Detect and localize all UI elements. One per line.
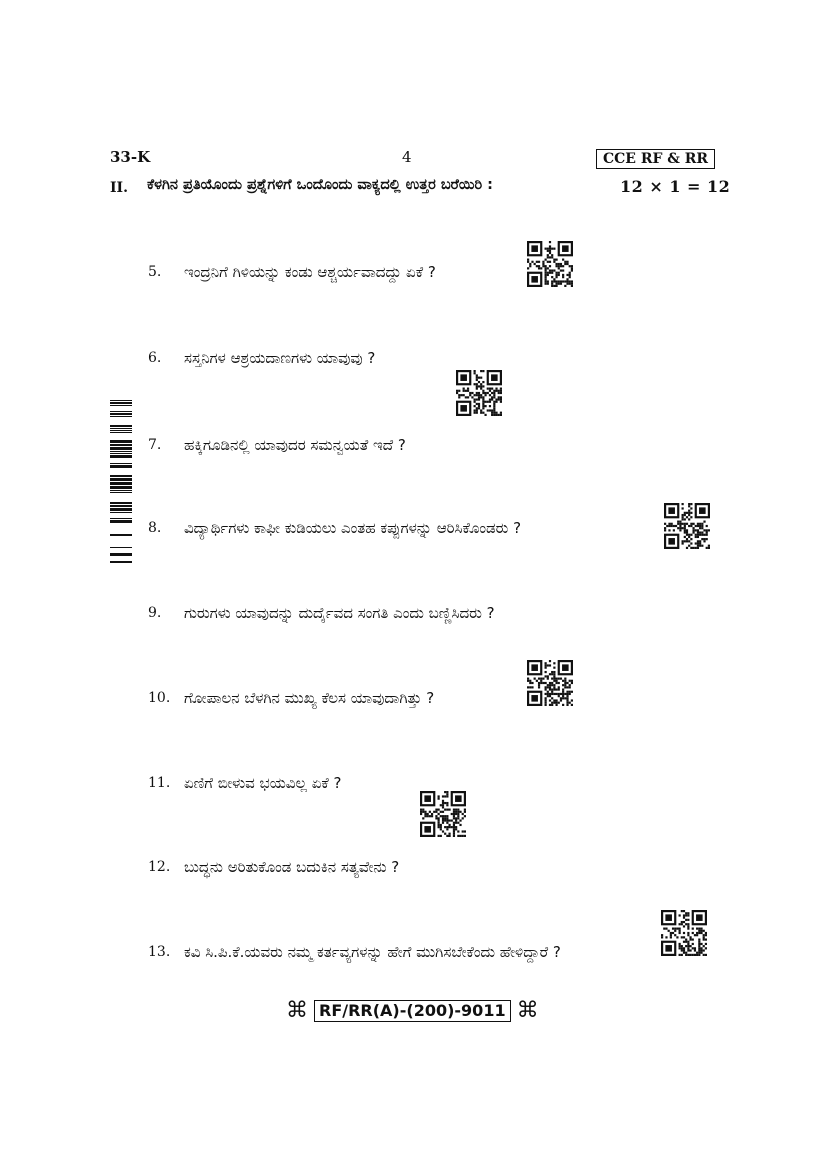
question-number: 11. [148,775,171,791]
question-number: 6. [148,350,162,366]
question-text: ಕವಿ ಸಿ.ಪಿ.ಕೆ.ಯವರು ನಮ್ಮ ಕರ್ತವ್ಯಗಳನ್ನು ಹೇಗೆ ಮುಗಿಸಬೇಕೆಂದು ಹೇಳಿದ್ದಾರೆ ? [184,943,561,961]
qr-code [527,660,573,706]
question-text: ವಿದ್ಯಾರ್ಥಿಗಳು ಕಾಫೀ ಕುಡಿಯಲು ಎಂತಹ ಕಪ್ಪುಗಳನ್ನು ಆರಿಸಿಕೊಂಡರು ? [184,519,522,537]
section-marks: 12 × 1 = 12 [620,177,731,196]
question-number: 10. [148,690,171,706]
paper-code: 33-K [110,148,151,166]
question-text: ಗೋಪಾಲನ ಬೆಳಗಿನ ಮುಖ್ಯ ಕೆಲಸ ಯಾವುದಾಗಿತ್ತು ? [184,689,435,707]
question-number: 12. [148,859,171,875]
section-number: II. [110,180,128,196]
question-text: ಇಂದ್ರನಿಗೆ ಗಿಳಿಯನ್ನು ಕಂಡು ಆಶ್ಚರ್ಯವಾದದ್ದು ಏಕೆ ? [184,263,436,281]
question-text: ಬುದ್ಧನು ಅರಿತುಕೊಂಡ ಬದುಕಿನ ಸತ್ಯವೇನು ? [184,858,400,876]
footer-code: RF/RR(A)-(200)-9011 [314,1000,511,1022]
command-symbol-icon: ⌘ [286,998,308,1023]
question-number: 13. [148,944,171,960]
question-number: 9. [148,605,162,621]
page-number: 4 [402,148,412,166]
question-text: ಸಸ್ತನಿಗಳ ಆಶ್ರಯದಾಣಗಳು ಯಾವುವು ? [184,349,376,367]
qr-code [456,370,502,416]
question-number: 8. [148,520,162,536]
footer [286,998,539,1023]
barcode [110,397,132,563]
question-text: ಏಣಿಗೆ ಬೀಳುವ ಭಯವಿಲ್ಲ ಏಕೆ ? [184,774,342,792]
course-box: CCE RF & RR [596,149,715,169]
question-number: 5. [148,264,162,280]
command-symbol-icon: ⌘ [516,998,539,1023]
qr-code [420,791,466,837]
qr-code [664,503,710,549]
qr-code [661,910,707,956]
qr-code [527,241,573,287]
question-text: ಗುರುಗಳು ಯಾವುದನ್ನು ದುರ್ದೈವದ ಸಂಗತಿ ಎಂದು ಬಣ್ಣಿಸಿದರು ? [184,604,495,622]
question-text: ಹಕ್ಕಿಗೂಡಿನಲ್ಲಿ ಯಾವುದರ ಸಮನ್ವಯತೆ ಇದೆ ? [184,436,406,454]
question-number: 7. [148,437,162,453]
section-instruction: ಕೆಳಗಿನ ಪ್ರತಿಯೊಂದು ಪ್ರಶ್ನೆಗಳಿಗೆ ಒಂದೊಂದು ವಾಕ್ಯದಲ್ಲಿ ಉತ್ತರ ಬರೆಯಿರಿ : [147,177,493,193]
